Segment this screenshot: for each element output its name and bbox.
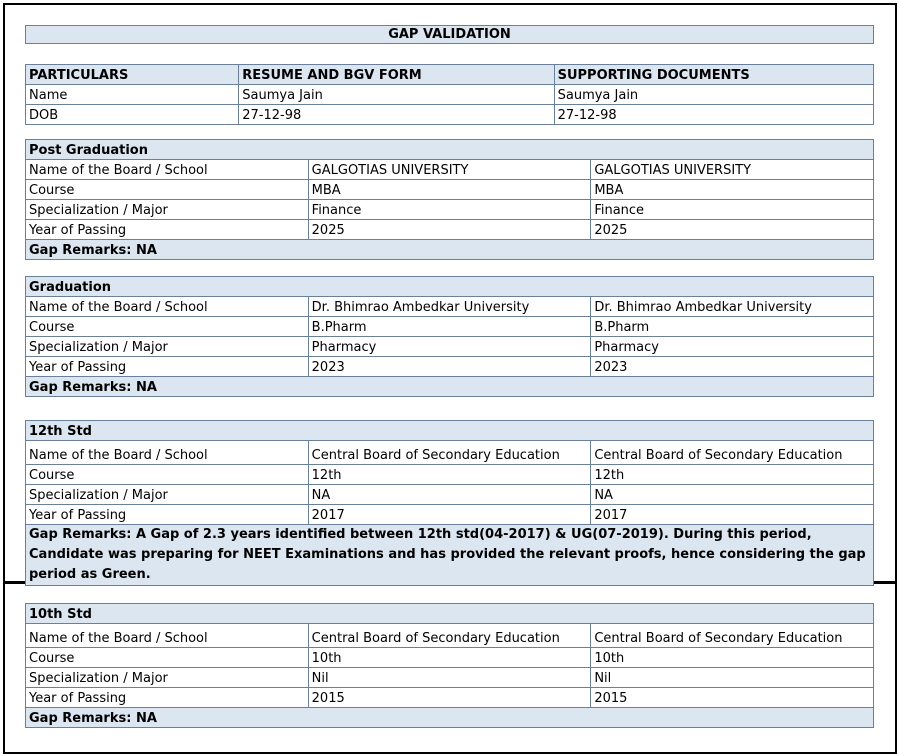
document-value: MBA bbox=[591, 180, 874, 200]
row-label: Name bbox=[26, 85, 239, 105]
row-label: Name of the Board / School bbox=[26, 624, 309, 648]
resume-value: MBA bbox=[308, 180, 591, 200]
resume-value: 12th bbox=[308, 465, 591, 485]
header-documents: SUPPORTING DOCUMENTS bbox=[554, 65, 873, 85]
resume-value: Saumya Jain bbox=[239, 85, 554, 105]
section-heading: Graduation bbox=[26, 277, 874, 297]
row-label: Year of Passing bbox=[26, 357, 309, 377]
table-row bbox=[26, 648, 874, 668]
document-value: 27-12-98 bbox=[554, 105, 873, 125]
row-label: Year of Passing bbox=[26, 505, 309, 525]
resume-value: 10th bbox=[308, 648, 591, 668]
table-row bbox=[26, 441, 874, 465]
resume-value: Nil bbox=[308, 668, 591, 688]
document-value: 2017 bbox=[591, 505, 874, 525]
resume-value: Pharmacy bbox=[308, 337, 591, 357]
document-value: Pharmacy bbox=[591, 337, 874, 357]
table-row bbox=[26, 200, 874, 220]
resume-value: NA bbox=[308, 485, 591, 505]
document-value: 2025 bbox=[591, 220, 874, 240]
gap-remarks: Gap Remarks: NA bbox=[26, 377, 874, 397]
document-value: Dr. Bhimrao Ambedkar University bbox=[591, 297, 874, 317]
row-label: Course bbox=[26, 465, 309, 485]
table-row bbox=[26, 317, 874, 337]
table-row bbox=[26, 357, 874, 377]
table-row bbox=[26, 160, 874, 180]
row-label: Course bbox=[26, 180, 309, 200]
gap-remarks: Gap Remarks: A Gap of 2.3 years identified between 12th std(04-2017) & UG(07-2019). During this period, Candidate was preparing for NEET Examinations and has provided the relevant proofs, hence considering the gap period as Green. bbox=[26, 525, 874, 586]
resume-value: Dr. Bhimrao Ambedkar University bbox=[308, 297, 591, 317]
table-row bbox=[26, 297, 874, 317]
row-label: Specialization / Major bbox=[26, 200, 309, 220]
resume-value: Central Board of Secondary Education bbox=[308, 441, 591, 465]
section-heading: 10th Std bbox=[26, 604, 874, 624]
resume-value: GALGOTIAS UNIVERSITY bbox=[308, 160, 591, 180]
row-label: Course bbox=[26, 317, 309, 337]
table-row bbox=[26, 105, 874, 125]
tenth-std-table bbox=[25, 603, 874, 728]
section-heading: Post Graduation bbox=[26, 140, 874, 160]
document-value: Saumya Jain bbox=[554, 85, 873, 105]
gap-remarks-row bbox=[26, 240, 874, 260]
table-row bbox=[26, 505, 874, 525]
document-value: Central Board of Secondary Education bbox=[591, 624, 874, 648]
document-value: Finance bbox=[591, 200, 874, 220]
resume-value: Finance bbox=[308, 200, 591, 220]
document-value: 10th bbox=[591, 648, 874, 668]
resume-value: 2023 bbox=[308, 357, 591, 377]
row-label: Specialization / Major bbox=[26, 337, 309, 357]
particulars-table bbox=[25, 64, 874, 125]
row-label: Year of Passing bbox=[26, 688, 309, 708]
header-particulars: PARTICULARS bbox=[26, 65, 239, 85]
header-resume: RESUME AND BGV FORM bbox=[239, 65, 554, 85]
document-value: 2023 bbox=[591, 357, 874, 377]
graduation-table bbox=[25, 276, 874, 397]
gap-remarks-row bbox=[26, 525, 874, 586]
report-title: GAP VALIDATION bbox=[25, 25, 874, 44]
table-row bbox=[26, 668, 874, 688]
section-heading-row bbox=[26, 140, 874, 160]
resume-value: 27-12-98 bbox=[239, 105, 554, 125]
document-value: Central Board of Secondary Education bbox=[591, 441, 874, 465]
row-label: Year of Passing bbox=[26, 220, 309, 240]
document-value: Nil bbox=[591, 668, 874, 688]
resume-value: B.Pharm bbox=[308, 317, 591, 337]
section-heading-row bbox=[26, 604, 874, 624]
row-label: Name of the Board / School bbox=[26, 441, 309, 465]
gap-remarks-row bbox=[26, 708, 874, 728]
section-heading-row bbox=[26, 421, 874, 441]
section-heading-row bbox=[26, 277, 874, 297]
table-header-row bbox=[26, 65, 874, 85]
table-row bbox=[26, 485, 874, 505]
document-value: NA bbox=[591, 485, 874, 505]
row-label: Course bbox=[26, 648, 309, 668]
row-label: Specialization / Major bbox=[26, 485, 309, 505]
resume-value: 2025 bbox=[308, 220, 591, 240]
row-label: Name of the Board / School bbox=[26, 297, 309, 317]
table-row bbox=[26, 337, 874, 357]
row-label: DOB bbox=[26, 105, 239, 125]
twelfth-std-table bbox=[25, 420, 874, 586]
document-value: B.Pharm bbox=[591, 317, 874, 337]
table-row bbox=[26, 220, 874, 240]
table-row bbox=[26, 465, 874, 485]
table-row bbox=[26, 624, 874, 648]
resume-value: 2015 bbox=[308, 688, 591, 708]
section-heading: 12th Std bbox=[26, 421, 874, 441]
table-row bbox=[26, 85, 874, 105]
gap-remarks-row bbox=[26, 377, 874, 397]
document-value: 2015 bbox=[591, 688, 874, 708]
document-value: 12th bbox=[591, 465, 874, 485]
gap-remarks: Gap Remarks: NA bbox=[26, 708, 874, 728]
row-label: Specialization / Major bbox=[26, 668, 309, 688]
gap-remarks: Gap Remarks: NA bbox=[26, 240, 874, 260]
document-value: GALGOTIAS UNIVERSITY bbox=[591, 160, 874, 180]
post-graduation-table bbox=[25, 139, 874, 260]
resume-value: 2017 bbox=[308, 505, 591, 525]
resume-value: Central Board of Secondary Education bbox=[308, 624, 591, 648]
table-row bbox=[26, 688, 874, 708]
row-label: Name of the Board / School bbox=[26, 160, 309, 180]
table-row bbox=[26, 180, 874, 200]
